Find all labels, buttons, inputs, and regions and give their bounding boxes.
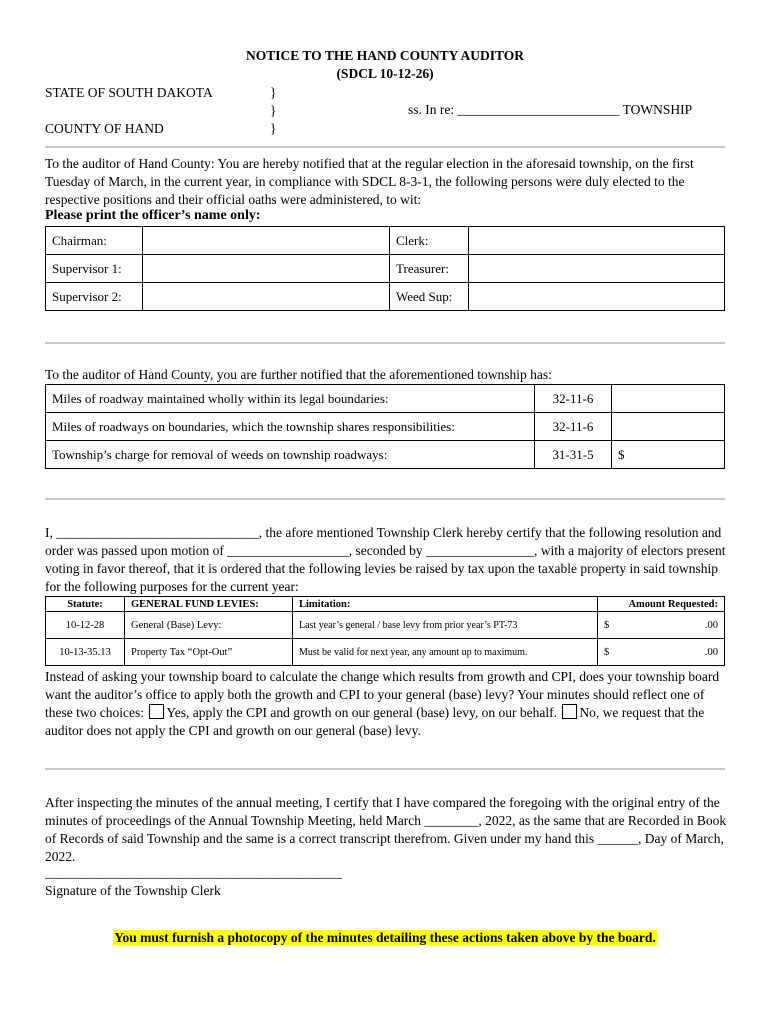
amount-value: .00	[704, 619, 718, 631]
divider	[45, 498, 725, 500]
currency-sign: $	[604, 646, 610, 658]
levy-statute: 10-12-28	[46, 612, 125, 639]
print-instruction: Please print the officer’s name only:	[45, 208, 261, 223]
officer-label: Chairman:	[46, 227, 143, 255]
table-row	[46, 227, 725, 255]
signature-line[interactable]: ____________________________________________	[45, 865, 342, 880]
currency-sign: $	[604, 619, 610, 631]
levy-table	[45, 596, 725, 666]
levy-header-row	[46, 597, 725, 612]
divider	[45, 342, 725, 344]
levy-header: Amount Requested:	[598, 597, 725, 612]
levy-header: GENERAL FUND LEVIES:	[125, 597, 293, 612]
clerk-field[interactable]	[469, 227, 725, 255]
state-label: STATE OF SOUTH DAKOTA	[45, 85, 213, 100]
yes-option-label: Yes, apply the CPI and growth on our general (base) levy, on our behalf.	[166, 705, 558, 720]
divider	[45, 768, 725, 770]
roadway-code: 32-11-6	[535, 413, 612, 441]
roadway-label: Miles of roadway maintained wholly within its legal boundaries:	[46, 385, 535, 413]
levy-fund: Property Tax “Opt-Out”	[125, 639, 293, 666]
chairman-field[interactable]	[143, 227, 390, 255]
table-row	[46, 413, 725, 441]
levy-limitation: Must be valid for next year, any amount up to maximum.	[293, 639, 598, 666]
table-row	[46, 639, 725, 666]
intro-text: To the auditor of Hand County: You are hereby notified that at the regular election in the aforesaid township, on the first Tuesday of March, in the current year, in compliance with SDCL 8-3-1, the following persons were duly elected to the respective positions and their official oaths were administered, to wit:	[45, 156, 694, 207]
table-row	[46, 612, 725, 639]
no-option-label: No, we request that the auditor does not apply the CPI and growth on our general (base) levy.	[45, 705, 705, 738]
certify-text: I, ______________________________, the afore mentioned Township Clerk hereby certify that the following resolution and order was passed upon motion of __________________, seconded by ________________, with a majority of electors present voting in favor thereof, that it is ordered that the following levies be raised by tax upon the taxable property in said township for the following purposes for the current year:	[45, 525, 726, 594]
officer-label: Weed Sup:	[390, 283, 469, 311]
officer-label: Clerk:	[390, 227, 469, 255]
levy-statute: 10-13-35.13	[46, 639, 125, 666]
levy-fund: General (Base) Levy:	[125, 612, 293, 639]
table-row	[46, 441, 725, 469]
levy-header: Statute:	[46, 597, 125, 612]
supervisor-2-field[interactable]	[143, 283, 390, 311]
weed-charge-field[interactable]: $	[612, 441, 725, 469]
brace-2: }	[270, 103, 277, 118]
signature-label: Signature of the Township Clerk	[45, 883, 221, 898]
treasurer-field[interactable]	[469, 255, 725, 283]
table-row	[46, 255, 725, 283]
officers-table	[45, 226, 725, 311]
officer-label: Supervisor 1:	[46, 255, 143, 283]
township-line[interactable]: ss. In re: ________________________ TOWNSHIP	[408, 102, 693, 117]
no-checkbox[interactable]	[562, 704, 577, 719]
closing-text: After inspecting the minutes of the annual meeting, I certify that I have compared the foregoing with the original entry of the minutes of proceedings of the Annual Township Meeting, held March ________, 2022, as the same that are Recorded in Book of Records of said Township and the same is a correct transcript therefrom. Given under my hand this ______, Day of March, 2022.	[45, 795, 727, 864]
supervisor-1-field[interactable]	[143, 255, 390, 283]
weed-sup-field[interactable]	[469, 283, 725, 311]
general-levy-amount-field[interactable]	[598, 612, 725, 639]
cpi-text: Instead of asking your township board to calculate the change which results from growth and CPI, does your township board want the auditor’s office to apply both the growth and CPI to your general (base) levy? Your minutes should reflect one of these two choices:	[45, 669, 720, 720]
officer-label: Treasurer:	[390, 255, 469, 283]
yes-checkbox[interactable]	[149, 704, 164, 719]
brace-3: }	[270, 121, 277, 136]
divider	[45, 146, 725, 148]
roadway-table	[45, 384, 725, 469]
county-label: COUNTY OF HAND	[45, 121, 164, 136]
page-title: NOTICE TO THE HAND COUNTY AUDITOR	[246, 48, 524, 63]
statute-subtitle: (SDCL 10-12-26)	[336, 66, 434, 81]
roadway-label: Miles of roadways on boundaries, which the township shares responsibilities:	[46, 413, 535, 441]
cpi-paragraph	[45, 668, 727, 740]
table-row	[46, 283, 725, 311]
photocopy-notice-wrap	[0, 930, 770, 946]
levy-limitation: Last year’s general / base levy from prior year’s PT-73	[293, 612, 598, 639]
table-row	[46, 385, 725, 413]
levy-header: Limitation:	[293, 597, 598, 612]
roadway-code: 32-11-6	[535, 385, 612, 413]
miles-within-field[interactable]	[612, 385, 725, 413]
miles-boundary-field[interactable]	[612, 413, 725, 441]
roadway-intro: To the auditor of Hand County, you are further notified that the aforementioned township has:	[45, 367, 552, 382]
amount-value: .00	[704, 646, 718, 658]
opt-out-amount-field[interactable]	[598, 639, 725, 666]
officer-label: Supervisor 2:	[46, 283, 143, 311]
roadway-label: Township’s charge for removal of weeds on township roadways:	[46, 441, 535, 469]
brace-1: }	[270, 85, 277, 100]
roadway-code: 31-31-5	[535, 441, 612, 469]
photocopy-notice: You must furnish a photocopy of the minutes detailing these actions taken above by the board.	[114, 930, 656, 945]
